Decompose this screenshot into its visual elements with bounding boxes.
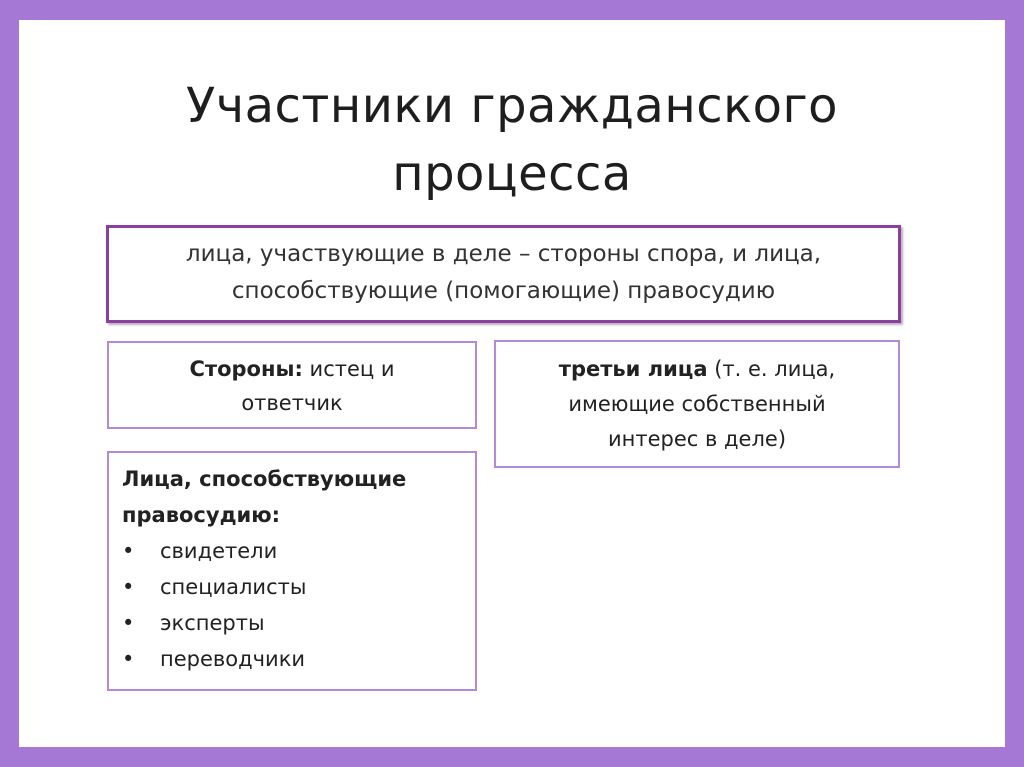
title-line-1: Участники гражданского [185, 78, 839, 134]
assistants-title-2: правосудию: [122, 503, 281, 527]
list-item-label: свидетели [160, 539, 278, 563]
parties-line-2: ответчик [241, 391, 343, 415]
parties-line-1 [109, 352, 475, 386]
assistants-title-line-1 [122, 461, 465, 497]
list-item [122, 641, 465, 677]
parties-label: Стороны: [189, 357, 303, 381]
bullet-icon: • [122, 575, 135, 599]
third-parties-line-3: интерес в деле) [607, 427, 787, 451]
bullet-icon: • [122, 611, 135, 635]
third-parties-label: третьи лица [558, 357, 708, 381]
list-item-label: специалисты [160, 575, 307, 599]
third-parties-line-1 [496, 352, 898, 387]
definition-line-2: способствующие (помогающие) правосудию [231, 278, 776, 304]
list-item [122, 605, 465, 641]
parties-text-1: истец и [309, 357, 395, 381]
assistants-title-1: Лица, способствующие [122, 467, 407, 491]
assistants-box [107, 451, 477, 691]
definition-line-1: лица, участвующие в деле – стороны спора, и лица, [185, 241, 822, 267]
parties-box [107, 341, 477, 429]
bullet-icon: • [122, 539, 135, 563]
bullet-icon: • [122, 647, 135, 671]
third-parties-text-1: (т. е. лица, [714, 357, 836, 381]
definition-box [106, 225, 901, 323]
slide-title [0, 72, 1024, 208]
assistants-list [122, 533, 465, 677]
assistants-title [122, 461, 465, 533]
third-parties-box [494, 340, 900, 468]
assistants-title-line-2 [122, 497, 465, 533]
list-item-label: переводчики [160, 647, 306, 671]
list-item [122, 569, 465, 605]
third-parties-line-2: имеющие собственный [568, 392, 826, 416]
list-item-label: эксперты [160, 611, 265, 635]
title-line-2: процесса [392, 146, 632, 202]
list-item [122, 533, 465, 569]
